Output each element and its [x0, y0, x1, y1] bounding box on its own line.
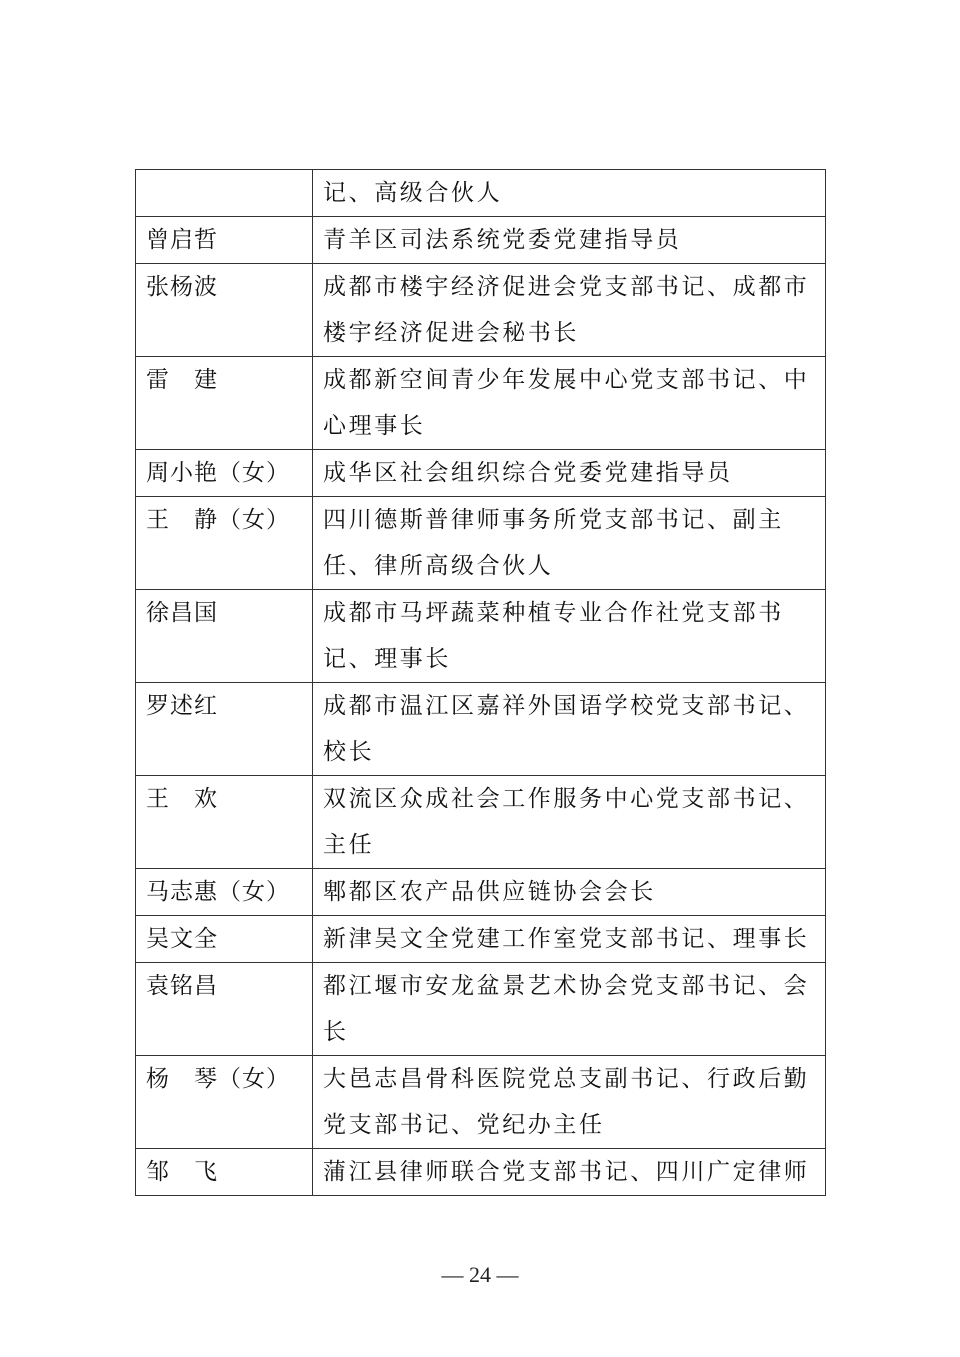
member-name-cell: 王 静（女）	[136, 497, 313, 590]
role-line: 长	[323, 1019, 349, 1045]
member-name-cell: 周小艳（女）	[136, 450, 313, 497]
member-name-cell: 杨 琴（女）	[136, 1056, 313, 1149]
role-line: 成都市马坪蔬菜种植专业合作社党支部书	[323, 600, 784, 626]
role-line: 都江堰市安龙盆景艺术协会党支部书记、会	[323, 973, 810, 999]
member-role-cell	[313, 590, 826, 683]
member-role-cell	[313, 776, 826, 869]
member-name-cell: 张杨波	[136, 264, 313, 357]
table-row	[136, 869, 826, 916]
member-role-cell	[313, 264, 826, 357]
member-role-cell	[313, 497, 826, 590]
role-line: 成华区社会组织综合党委党建指导员	[323, 460, 733, 486]
member-name-cell: 袁铭昌	[136, 963, 313, 1056]
table-row	[136, 217, 826, 264]
table-row	[136, 1149, 826, 1196]
table-row	[136, 264, 826, 357]
role-line: 心理事长	[323, 413, 426, 439]
role-line: 成都市温江区嘉祥外国语学校党支部书记、	[323, 693, 810, 719]
table-row	[136, 170, 826, 217]
role-line: 郫都区农产品供应链协会会长	[323, 879, 656, 905]
table-row	[136, 1056, 826, 1149]
table-row	[136, 683, 826, 776]
role-line: 任、律所高级合伙人	[323, 553, 554, 579]
role-line: 校长	[323, 739, 375, 765]
member-role-cell	[313, 170, 826, 217]
member-table-body	[136, 170, 826, 1196]
role-line: 四川德斯普律师事务所党支部书记、副主	[323, 507, 784, 533]
table-row	[136, 590, 826, 683]
member-table	[135, 169, 826, 1196]
member-role-cell	[313, 916, 826, 963]
table-row	[136, 357, 826, 450]
role-line: 成都新空间青少年发展中心党支部书记、中	[323, 367, 810, 393]
role-line: 双流区众成社会工作服务中心党支部书记、	[323, 786, 810, 812]
member-role-cell	[313, 217, 826, 264]
member-name-cell: 马志惠（女）	[136, 869, 313, 916]
table-row	[136, 497, 826, 590]
role-line: 青羊区司法系统党委党建指导员	[323, 227, 682, 253]
role-line: 记、理事长	[323, 646, 451, 672]
table-row	[136, 916, 826, 963]
member-name-cell: 罗述红	[136, 683, 313, 776]
member-name-cell: 徐昌国	[136, 590, 313, 683]
member-role-cell	[313, 357, 826, 450]
role-line: 蒲江县律师联合党支部书记、四川广定律师	[323, 1159, 810, 1185]
table-row	[136, 963, 826, 1056]
role-line: 楼宇经济促进会秘书长	[323, 320, 579, 346]
role-line: 新津吴文全党建工作室党支部书记、理事长	[323, 926, 810, 952]
role-line: 党支部书记、党纪办主任	[323, 1112, 605, 1138]
member-role-cell	[313, 1056, 826, 1149]
member-name-cell: 曾启哲	[136, 217, 313, 264]
role-line: 主任	[323, 832, 375, 858]
role-line: 记、高级合伙人	[323, 180, 503, 206]
member-name-cell: 雷 建	[136, 357, 313, 450]
page-number: — 24 —	[441, 1262, 519, 1287]
role-line: 成都市楼宇经济促进会党支部书记、成都市	[323, 274, 810, 300]
table-row	[136, 776, 826, 869]
member-name-cell	[136, 170, 313, 217]
member-name-cell: 邹 飞	[136, 1149, 313, 1196]
member-name-cell: 吴文全	[136, 916, 313, 963]
member-role-cell	[313, 683, 826, 776]
member-role-cell	[313, 963, 826, 1056]
member-role-cell	[313, 450, 826, 497]
member-role-cell	[313, 869, 826, 916]
role-line: 大邑志昌骨科医院党总支副书记、行政后勤	[323, 1066, 810, 1092]
member-role-cell	[313, 1149, 826, 1196]
table-row	[136, 450, 826, 497]
member-name-cell: 王 欢	[136, 776, 313, 869]
